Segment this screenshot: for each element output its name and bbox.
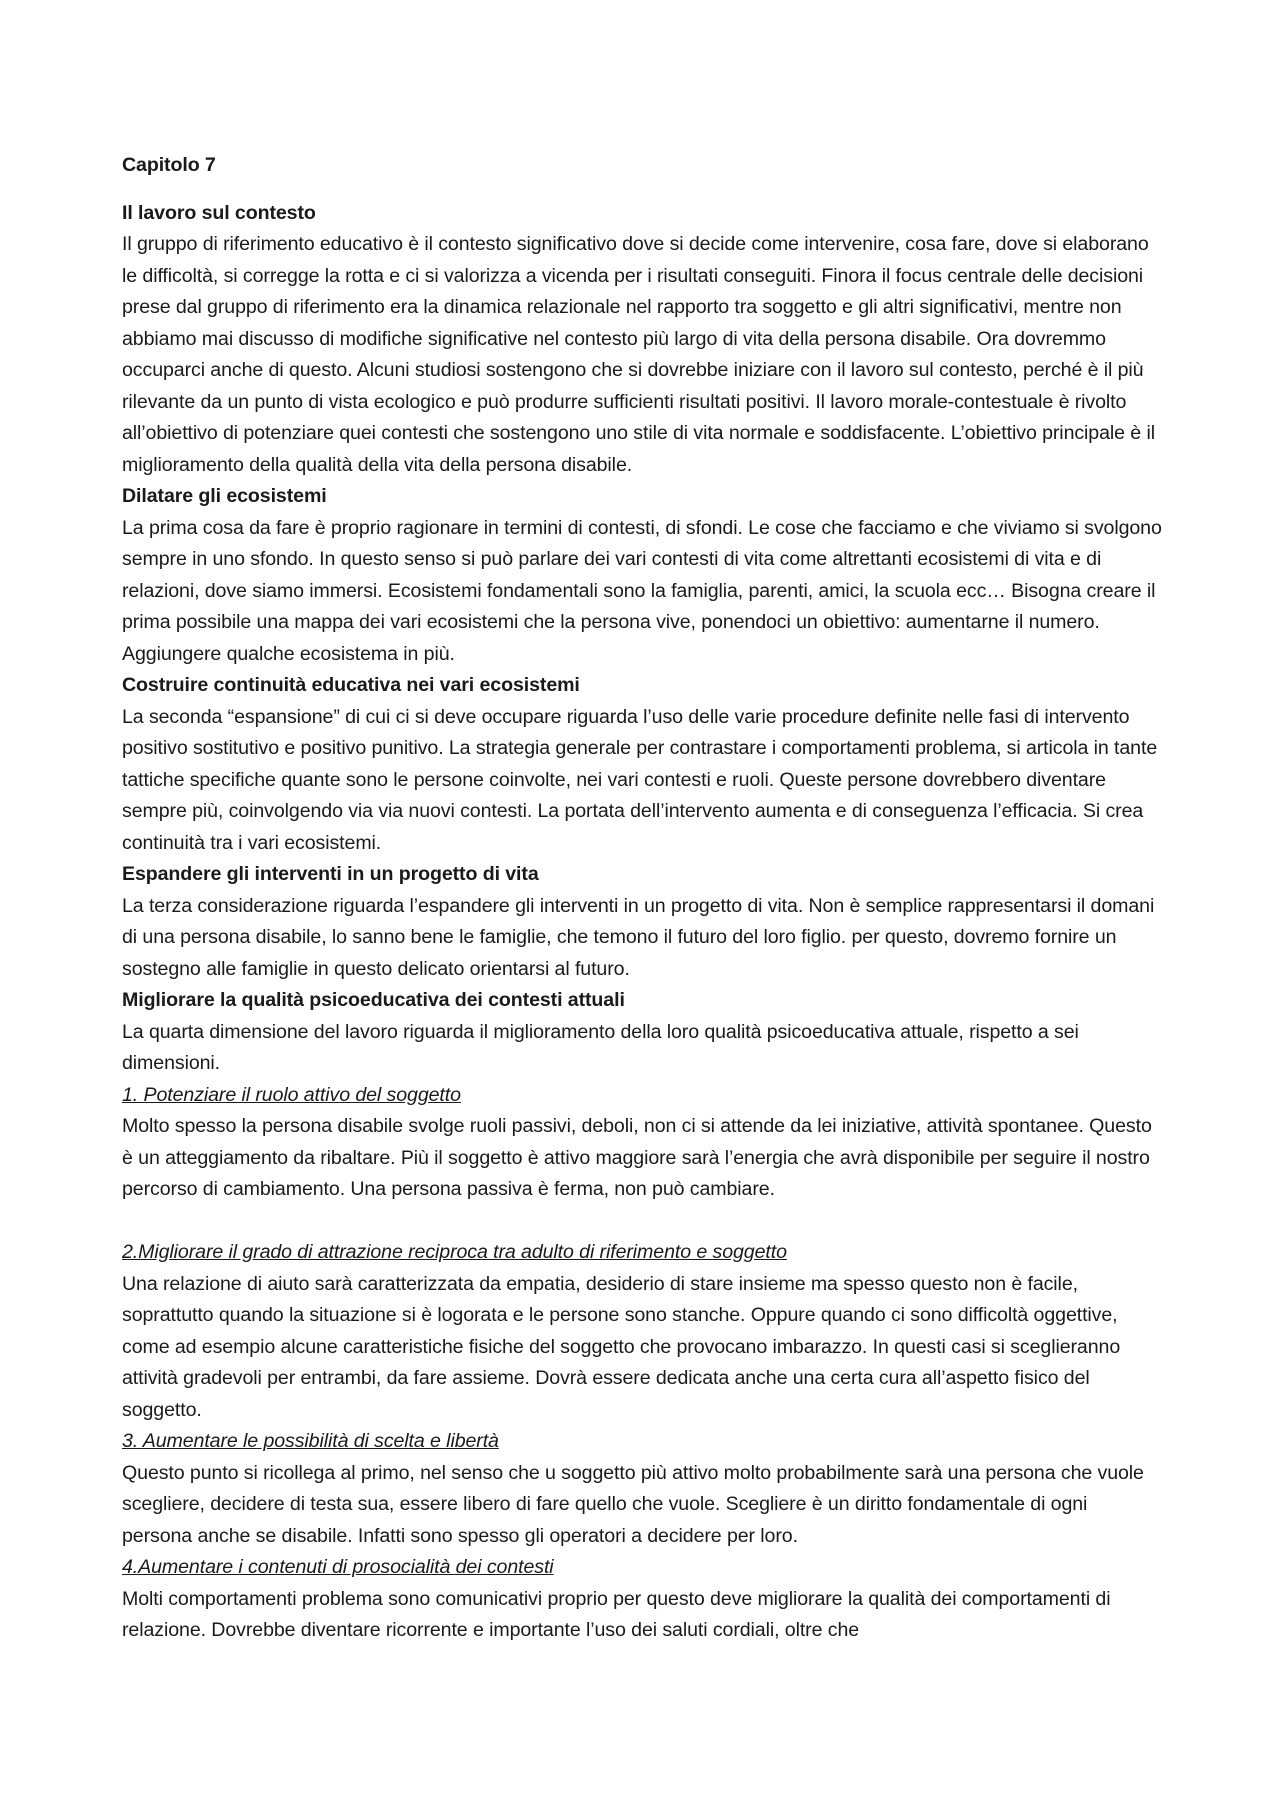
subsection-heading-3: 3. Aumentare le possibilità di scelta e libertà bbox=[122, 1430, 499, 1452]
subsection-text-4: Molti comportamenti problema sono comunicativi proprio per questo deve migliorare la qualità dei comportamenti di relazione. Dovrebbe diventare ricorrente e importante l’uso dei saluti cordiali, oltre che bbox=[122, 1587, 1111, 1641]
subsection-text-3: Questo punto si ricollega al primo, nel senso che u soggetto più attivo molto probabilmente sarà una persona che vuole scegliere, decidere di testa sua, essere libero di fare quello che vuole. Scegliere è un diritto fondamentale di ogni persona anche se disabile. Infatti sono spesso gli operatori a decidere per loro. bbox=[122, 1461, 1144, 1547]
chapter-title: Capitolo 7 bbox=[122, 154, 216, 176]
blank-line bbox=[122, 1206, 1162, 1238]
section-heading-progetto-vita: Espandere gli interventi in un progetto di vita bbox=[122, 863, 539, 885]
subsection-text-2: Una relazione di aiuto sarà caratterizzata da empatia, desiderio di stare insieme ma spesso questo non è facile, soprattutto quando la situazione si è logorata e le persone sono stanche. Oppure quando ci sono difficoltà oggettive, come ad esempio alcune caratteristiche fisiche del soggetto che provocano imbarazzo. In questi casi si sceglieranno attività gradevoli per entrambi, da fare assieme. Dovrà essere dedicata anche una certa cura all’aspetto fisico del soggetto. bbox=[122, 1272, 1121, 1421]
document-page bbox=[122, 150, 1162, 1647]
section-text-ecosistemi: La prima cosa da fare è proprio ragionare in termini di contesti, di sfondi. Le cose che facciamo e che viviamo si svolgono sempre in uno sfondo. In questo senso si può parlare dei vari contesti di vita come altrettanti ecosistemi di vita e di relazioni, dove siamo immersi. Ecosistemi fondamentali sono la famiglia, parenti, amici, la scuola ecc… Bisogna creare il prima possibile una mappa dei vari ecosistemi che la persona vive, ponendoci un obiettivo: aumentarne il numero. Aggiungere qualche ecosistema in più. bbox=[122, 516, 1162, 665]
section-heading-contesto: Il lavoro sul contesto bbox=[122, 201, 316, 224]
subsection-heading-2: 2.Migliorare il grado di attrazione reciproca tra adulto di riferimento e soggetto bbox=[122, 1241, 787, 1263]
subsection-text-1: Molto spesso la persona disabile svolge ruoli passivi, deboli, non ci si attende da lei iniziative, attività spontanee. Questo è un atteggiamento da ribaltare. Più il soggetto è attivo maggiore sarà l’energia che avrà disponibile per seguire il nostro percorso di cambiamento. Una persona passiva è ferma, non può cambiare. bbox=[122, 1115, 1152, 1200]
section-text-qualita: La quarta dimensione del lavoro riguarda il miglioramento della loro qualità psicoeducativa attuale, rispetto a sei dimensioni. bbox=[122, 1020, 1079, 1074]
section-text-contesto: Il gruppo di riferimento educativo è il contesto significativo dove si decide come intervenire, cosa fare, dove si elaborano le difficoltà, si corregge la rotta e ci si valorizza a vicenda per i risultati conseguiti. Finora il focus centrale delle decisioni prese dal gruppo di riferimento era la dinamica relazionale nel rapporto tra soggetto e gli altri significativi, mentre non abbiamo mai discusso di modifiche significative nel contesto più largo di vita della persona disabile. Ora dovremmo occuparci anche di questo. Alcuni studiosi sostengono che si dovrebbe iniziare con il lavoro sul contesto, perché è il più rilevante da un punto di vista ecologico e può produrre sufficienti risultati positivi. Il lavoro morale-contestuale è rivolto all’obiettivo di potenziare quei contesti che sostengono uno stile di vita normale e soddisfacente. L’obiettivo principale è il miglioramento della qualità della vita della persona disabile. bbox=[122, 233, 1155, 476]
section-heading-continuita: Costruire continuità educativa nei vari ecosistemi bbox=[122, 674, 580, 696]
section-heading-ecosistemi: Dilatare gli ecosistemi bbox=[122, 485, 327, 507]
section-text-progetto-vita: La terza considerazione riguarda l’espandere gli interventi in un progetto di vita. Non è semplice rappresentarsi il domani di una persona disabile, lo sanno bene le famiglie, che temono il futuro del loro figlio. per questo, dovremo fornire un sostegno alle famiglie in questo delicato orientarsi al futuro. bbox=[122, 894, 1155, 980]
section-heading-qualita: Migliorare la qualità psicoeducativa dei contesti attuali bbox=[122, 989, 625, 1011]
subsection-heading-4: 4.Aumentare i contenuti di prosocialità dei contesti bbox=[122, 1556, 554, 1578]
section-text-continuita: La seconda “espansione” di cui ci si deve occupare riguarda l’uso delle varie procedure definite nelle fasi di intervento positivo sostitutivo e positivo punitivo. La strategia generale per contrastare i comportamenti problema, si articola in tante tattiche specifiche quante sono le persone coinvolte, nei vari contesti e ruoli. Queste persone dovrebbero diventare sempre più, coinvolgendo via via nuovi contesti. La portata dell’intervento aumenta e di conseguenza l’efficacia. Si crea continuità tra i vari ecosistemi. bbox=[122, 705, 1158, 854]
subsection-heading-1: 1. Potenziare il ruolo attivo del soggetto bbox=[122, 1083, 461, 1106]
